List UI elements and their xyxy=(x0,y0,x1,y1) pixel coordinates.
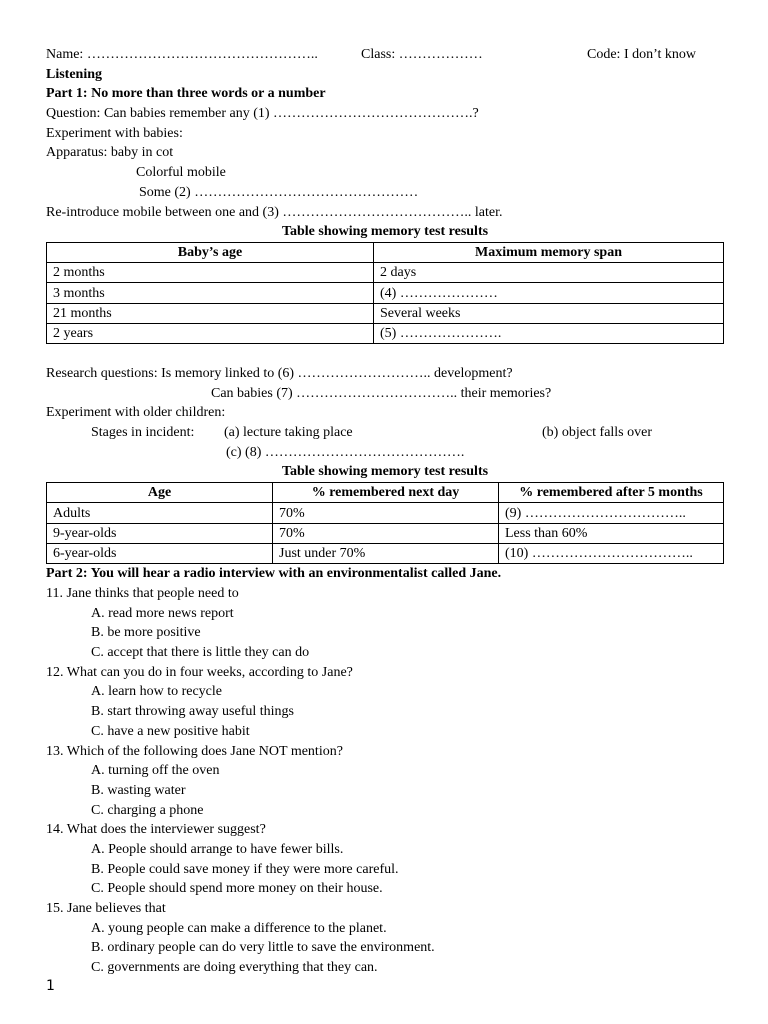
table-cell: (5) …………………. xyxy=(374,324,724,344)
question-13 xyxy=(46,742,724,821)
table-cell: 6-year-olds xyxy=(47,544,273,564)
table-header-cell: Maximum memory span xyxy=(374,242,724,262)
stage-b: (b) object falls over xyxy=(542,425,653,441)
table1-caption: Table showing memory test results xyxy=(281,224,489,240)
stage-c: (c) (8) ……………………………………. xyxy=(226,444,465,460)
answer-option: C. have a new positive habit xyxy=(91,723,250,739)
table-cell: 70% xyxy=(273,503,499,523)
stages-row xyxy=(46,423,724,443)
table-cell: 3 months xyxy=(47,283,374,303)
table-header-cell: % remembered next day xyxy=(273,483,499,503)
question-stem: 11. Jane thinks that people need to xyxy=(46,586,239,602)
question-stem: 15. Jane believes that xyxy=(46,901,166,917)
worksheet-page xyxy=(46,45,724,978)
page-number: 1 xyxy=(46,978,55,994)
table-cell: Just under 70% xyxy=(273,544,499,564)
section-title: Listening xyxy=(46,66,103,82)
experiment-babies-label: Experiment with babies: xyxy=(46,125,183,141)
table-cell: 21 months xyxy=(47,303,374,323)
apparatus-item-mobile: Colorful mobile xyxy=(136,165,226,181)
table-cell: Several weeks xyxy=(374,303,724,323)
spacer xyxy=(46,344,724,364)
answer-option: B. be more positive xyxy=(91,625,201,641)
memory-table-children xyxy=(46,482,724,564)
table-header-cell: % remembered after 5 months xyxy=(499,483,724,503)
question-stem: 12. What can you do in four weeks, according to Jane? xyxy=(46,664,353,680)
table-row xyxy=(47,544,724,564)
answer-option: B. ordinary people can do very little to save the environment. xyxy=(91,940,435,956)
table-header-cell: Age xyxy=(47,483,273,503)
question-1: Question: Can babies remember any (1) …………………………………….? xyxy=(46,106,479,122)
name-field: Name: ………………………………………….. xyxy=(46,47,318,62)
question-stem: 14. What does the interviewer suggest? xyxy=(46,822,266,838)
answer-option: A. People should arrange to have fewer bills. xyxy=(91,841,344,857)
answer-option: A. young people can make a difference to the planet. xyxy=(91,920,387,936)
answer-option: C. People should spend more money on their house. xyxy=(91,881,383,897)
apparatus-line: Apparatus: baby in cot xyxy=(46,145,174,161)
code-field: Code: I don’t know xyxy=(587,47,697,62)
answer-option: A. learn how to recycle xyxy=(91,684,222,700)
stage-a: (a) lecture taking place xyxy=(224,425,353,441)
stages-label: Stages in incident: xyxy=(91,425,195,441)
answer-option: A. read more news report xyxy=(91,605,234,621)
table-row xyxy=(47,263,724,283)
table-cell: 2 months xyxy=(47,263,374,283)
research-question-7: Can babies (7) …………………………….. their memories? xyxy=(211,385,552,401)
table-cell: (4) ………………… xyxy=(374,283,724,303)
table-header-cell: Baby’s age xyxy=(47,242,374,262)
research-question-6: Research questions: Is memory linked to (6) ……………………….. development? xyxy=(46,366,513,382)
answer-option: A. turning off the oven xyxy=(91,763,220,779)
experiment-older-label: Experiment with older children: xyxy=(46,405,226,421)
table-header-row xyxy=(47,242,724,262)
part1-title: Part 1: No more than three words or a number xyxy=(46,86,326,102)
class-field: Class: ……………… xyxy=(361,47,483,62)
part2-title: Part 2: You will hear a radio interview with an environmentalist called Jane. xyxy=(46,566,502,582)
table-cell: 70% xyxy=(273,523,499,543)
apparatus-item-2: Some (2) ………………………………………… xyxy=(139,184,419,200)
table2-caption: Table showing memory test results xyxy=(281,464,489,480)
question-11 xyxy=(46,584,724,663)
answer-option: C. charging a phone xyxy=(91,802,204,818)
table-row xyxy=(47,283,724,303)
table-cell: 2 years xyxy=(47,324,374,344)
answer-option: B. wasting water xyxy=(91,782,186,798)
table-cell: Adults xyxy=(47,503,273,523)
answer-option: B. People could save money if they were more careful. xyxy=(91,861,399,877)
table-cell: 9-year-olds xyxy=(47,523,273,543)
table-row xyxy=(47,523,724,543)
header-row xyxy=(46,45,724,65)
table-header-row xyxy=(47,483,724,503)
table-row xyxy=(47,324,724,344)
table-cell: 2 days xyxy=(374,263,724,283)
table-row xyxy=(47,503,724,523)
table-cell: Less than 60% xyxy=(499,523,724,543)
reintroduce-line: Re-introduce mobile between one and (3) ………………………………….. later. xyxy=(46,204,503,220)
table-cell: (10) …………………………….. xyxy=(499,544,724,564)
memory-table-babies xyxy=(46,242,724,344)
question-14 xyxy=(46,820,724,899)
question-15 xyxy=(46,899,724,978)
table-row xyxy=(47,303,724,323)
question-stem: 13. Which of the following does Jane NOT mention? xyxy=(46,743,343,759)
answer-option: C. governments are doing everything that they can. xyxy=(91,960,378,976)
answer-option: B. start throwing away useful things xyxy=(91,704,294,720)
answer-option: C. accept that there is little they can do xyxy=(91,645,310,661)
table-cell: (9) …………………………….. xyxy=(499,503,724,523)
question-12 xyxy=(46,663,724,742)
